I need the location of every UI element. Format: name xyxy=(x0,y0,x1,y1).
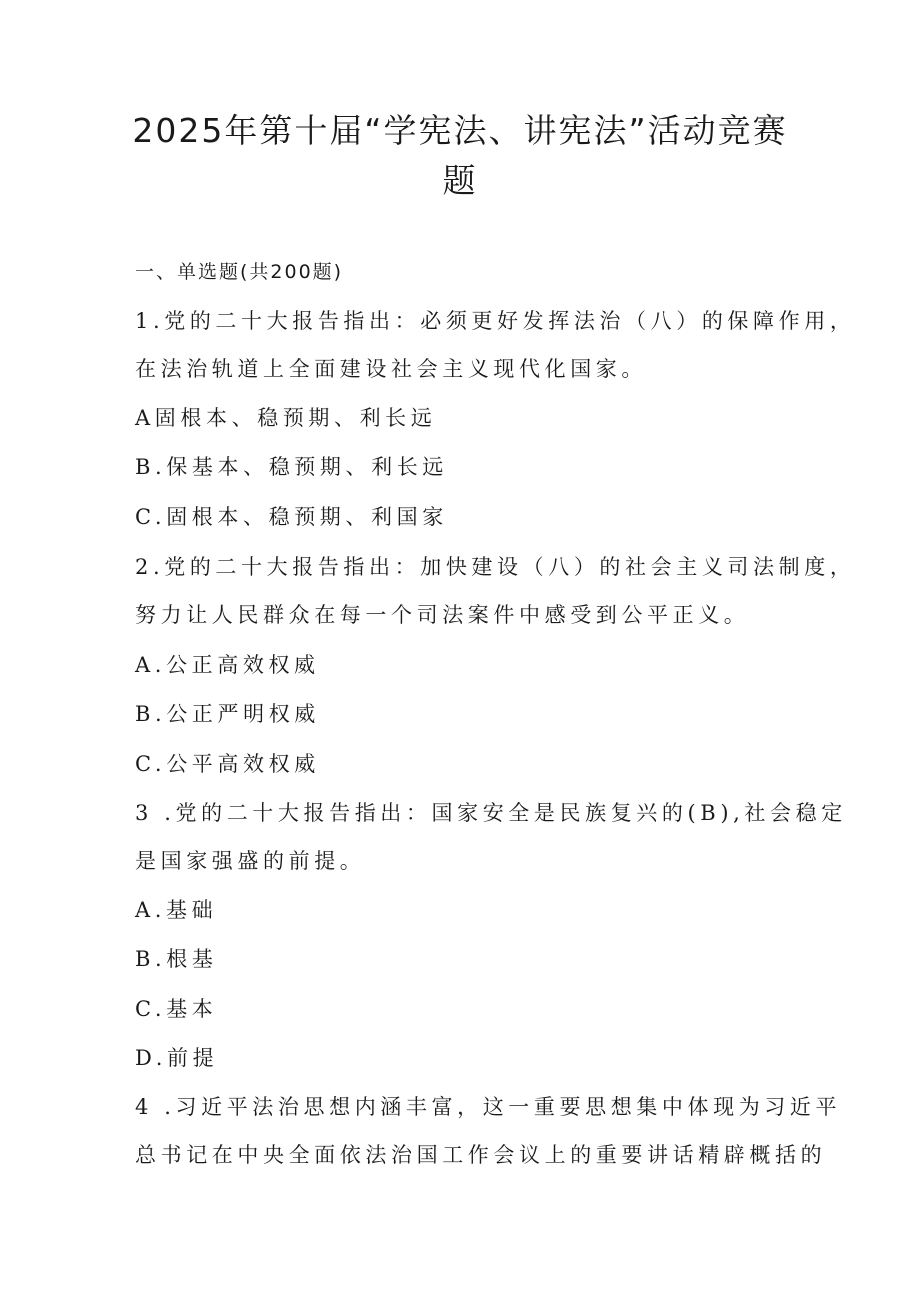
question-2-text-line2: 努力让人民群众在每一个司法案件中感受到公平正义。 xyxy=(135,603,750,627)
question-3-text-line2: 是国家强盛的前提。 xyxy=(135,849,366,873)
section-heading: 一、单选题(共200题) xyxy=(135,261,344,283)
question-2-option-a: A.公正高效权威 xyxy=(135,653,320,677)
question-1-option-b: B.保基本、稳预期、利长远 xyxy=(135,455,448,479)
question-4-text-line2: 总书记在中央全面依法治国工作会议上的重要讲话精辟概括的 xyxy=(135,1143,827,1167)
question-3-option-b: B.根基 xyxy=(135,947,218,971)
question-4-text-line1: 4 .习近平法治思想内涵丰富，这一重要思想集中体现为习近平 xyxy=(135,1095,842,1119)
document-title-line1: 2025年第十届“学宪法、讲宪法”活动竞赛 xyxy=(132,111,788,150)
question-1-text-line1: 1.党的二十大报告指出：必须更好发挥法治（八）的保障作用， xyxy=(135,309,856,333)
question-1-option-c: C.固根本、稳预期、利国家 xyxy=(135,505,448,529)
document-title-line2: 题 xyxy=(442,161,478,200)
question-3-option-d: D.前提 xyxy=(135,1046,219,1070)
question-3-text-line1: 3 .党的二十大报告指出：国家安全是民族复兴的(B),社会稳定 xyxy=(135,801,847,825)
question-1-text-line2: 在法治轨道上全面建设社会主义现代化国家。 xyxy=(135,357,647,381)
question-3-option-a: A.基础 xyxy=(135,898,218,922)
document-title xyxy=(120,106,800,206)
question-3-option-c: C.基本 xyxy=(135,997,218,1021)
question-2-option-b: B.公正严明权威 xyxy=(135,702,320,726)
question-2-option-c: C.公平高效权威 xyxy=(135,752,320,776)
question-2-text-line1: 2.党的二十大报告指出：加快建设（八）的社会主义司法制度， xyxy=(135,555,856,579)
question-1-option-a: A固根本、稳预期、利长远 xyxy=(135,406,437,430)
